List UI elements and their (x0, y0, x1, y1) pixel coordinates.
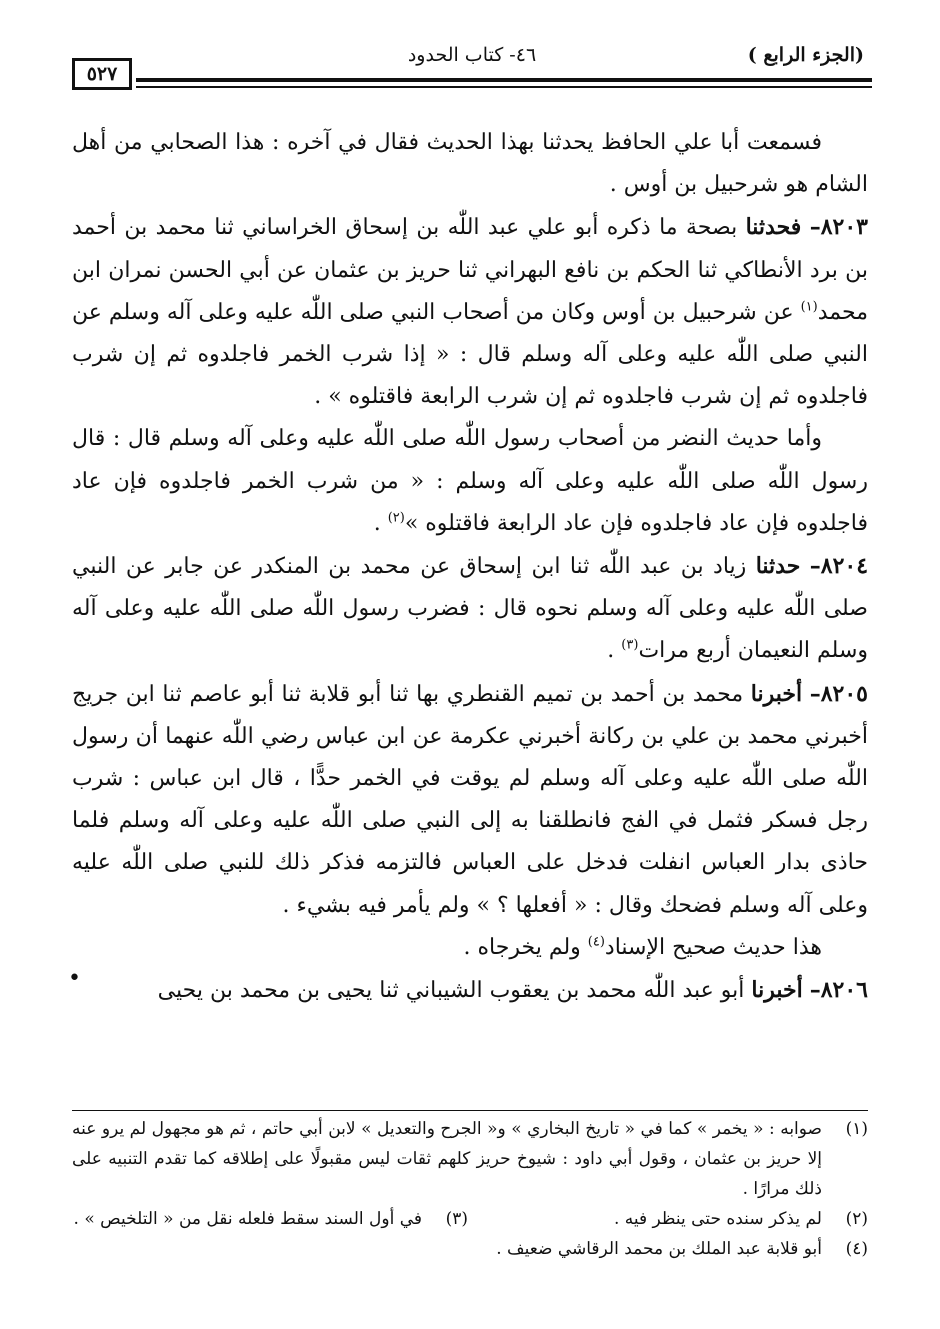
footnote-mark: (٤) (845, 1239, 868, 1259)
page-number: ٥٢٧ (72, 58, 132, 90)
hadith-text: محمد بن أحمد بن تميم القنطري بها ثنا أبو قلابة ثنا أبو عاصم ثنا ابن جريج أخبرني محمد بن علي بن ركانة أخبرني عكرمة عن ابن عباس رضي اللّٰه عنهما أن رسول اللّٰه صلى اللّٰه عليه وعلى آله وسلم لم يوقت في الخمر حدًّا ، قال ابن عباس : شرب رجل فسكر فثمل في الفج فانطلقنا به إلى النبي صلى اللّٰه عليه وعلى آله وسلم فلما حاذى بدار العباس انفلت فدخل على العباس فالتزمه فذكر ذلك للنبي صلى اللّٰه عليه وعلى آله وسلم فضحك وقال : « أفعلها ؟ » ولم يأمر فيه بشيء . (72, 681, 868, 918)
hadith-text: أبو عبد اللّٰه محمد بن يعقوب الشيباني ثنا يحيى بن محمد بن يحيى (157, 978, 752, 1004)
footnote-text: صوابه : « يخمر » كما في « تاريخ البخاري » و« الجرح والتعديل » لابن أبي حاتم ، ثم هو مجهول لم يرو عنه إلا حريز بن عثمان ، وقول أبي داود : شيوخ حريز كلهم ثقات ليس مقبولًا على إطلاقه كما تقدم التنبيه على ذلك مرارًا . (72, 1119, 822, 1199)
hadith-end: . (607, 638, 622, 664)
header-rule-thin (136, 86, 872, 88)
footnote-2-3 (72, 1204, 868, 1234)
narration-keyword: حدثنا (755, 553, 801, 580)
hadith-8206 (72, 969, 868, 1012)
paragraph-text: فسمعت أبا علي الحافظ يحدثنا بهذا الحديث فقال في آخره : هذا الصحابي من أهل الشام هو شرحبيل بن أوس . (72, 130, 868, 198)
hadith-number: ٨٢٠٦– (809, 977, 868, 1004)
footnote-mark: (٢) (845, 1209, 868, 1229)
hadith-number: ٨٢٠٤– (809, 553, 869, 580)
hadith-text: بصحة ما ذكره أبو علي عبد اللّٰه بن إسحاق الخراساني ثنا محمد بن أحمد بن برد الأنطاكي ثنا الحكم بن نافع البهراني ثنا حريز بن عثمان عن أبي الحسن نمران ابن محمد (72, 215, 868, 325)
footnote-text: لم يذكر سنده حتى ينظر فيه . (613, 1209, 822, 1229)
narration-keyword: أخبرنا (751, 977, 803, 1004)
footnote-text: في أول السند سقط فلعله نقل من « التلخيص » . (73, 1209, 422, 1229)
footnote-1 (72, 1114, 868, 1204)
hadith-number: ٨٢٠٥– (809, 680, 868, 707)
paragraph-text: هذا حديث صحيح الإسناد (604, 934, 822, 960)
paragraph-grading (72, 927, 868, 969)
paragraph-intro (72, 122, 868, 206)
narration-keyword: فحدثنا (745, 214, 802, 241)
hadith-8205 (72, 673, 868, 927)
footnote-text: أبو قلابة عبد الملك بن محمد الرقاشي ضعيف . (496, 1239, 822, 1259)
hadith-8204 (72, 545, 868, 673)
footnote-separator (72, 1110, 868, 1111)
paragraph-text: وأما حديث النضر من أصحاب رسول اللّٰه صلى اللّٰه عليه وعلى آله وسلم قال : قال رسول اللّٰه صلى اللّٰه عليه وعلى آله وسلم : « من شرب الخمر فاجلدوه فإن عاد فاجلدوه فإن عاد فاجلدوه فإن عاد الرابعة فاقتلوه » (72, 426, 868, 536)
footnote-ref: (٢) (387, 510, 405, 526)
footnote-ref: (١) (800, 299, 818, 315)
narration-keyword: أخبرنا (750, 680, 803, 707)
footnote-ref: (٤) (587, 934, 605, 950)
paragraph-nadr (72, 418, 868, 545)
hadith-8203 (72, 206, 868, 418)
paragraph-end: . (373, 510, 388, 536)
volume-title: (الجزء الرابع ) (747, 44, 864, 66)
header-rule-thick (136, 78, 872, 82)
stray-dot: • (68, 966, 81, 991)
page-header (72, 38, 872, 98)
main-text (72, 122, 868, 1012)
hadith-text: زياد بن عبد اللّٰه ثنا ابن إسحاق عن محمد بن المنكدر عن جابر عن النبي صلى اللّٰه عليه وعلى آله وسلم نحوه قال : فضرب رسول اللّٰه صلى اللّٰه عليه وعلى آله وسلم النعيمان أربع مرات (72, 554, 868, 664)
footnotes (72, 1114, 868, 1264)
chapter-title: ٤٦- كتاب الحدود (407, 44, 537, 66)
footnote-mark: (٣) (445, 1209, 468, 1229)
paragraph-end: ولم يخرجاه . (463, 934, 588, 960)
footnote-4 (72, 1234, 868, 1264)
footnote-mark: (١) (845, 1119, 868, 1139)
hadith-text-continued: عن شرحبيل بن أوس وكان من أصحاب النبي صلى اللّٰه عليه وعلى آله وسلم عن النبي صلى اللّٰه عليه وعلى آله وسلم قال : « إذا شرب الخمر فاجلدوه ثم إن شرب فاجلدوه ثم إن شرب فاجلدوه ثم إن شرب الرابعة فاقتلوه » . (72, 299, 868, 410)
footnote-ref: (٣) (621, 638, 639, 654)
hadith-number: ٨٢٠٣– (809, 214, 868, 241)
